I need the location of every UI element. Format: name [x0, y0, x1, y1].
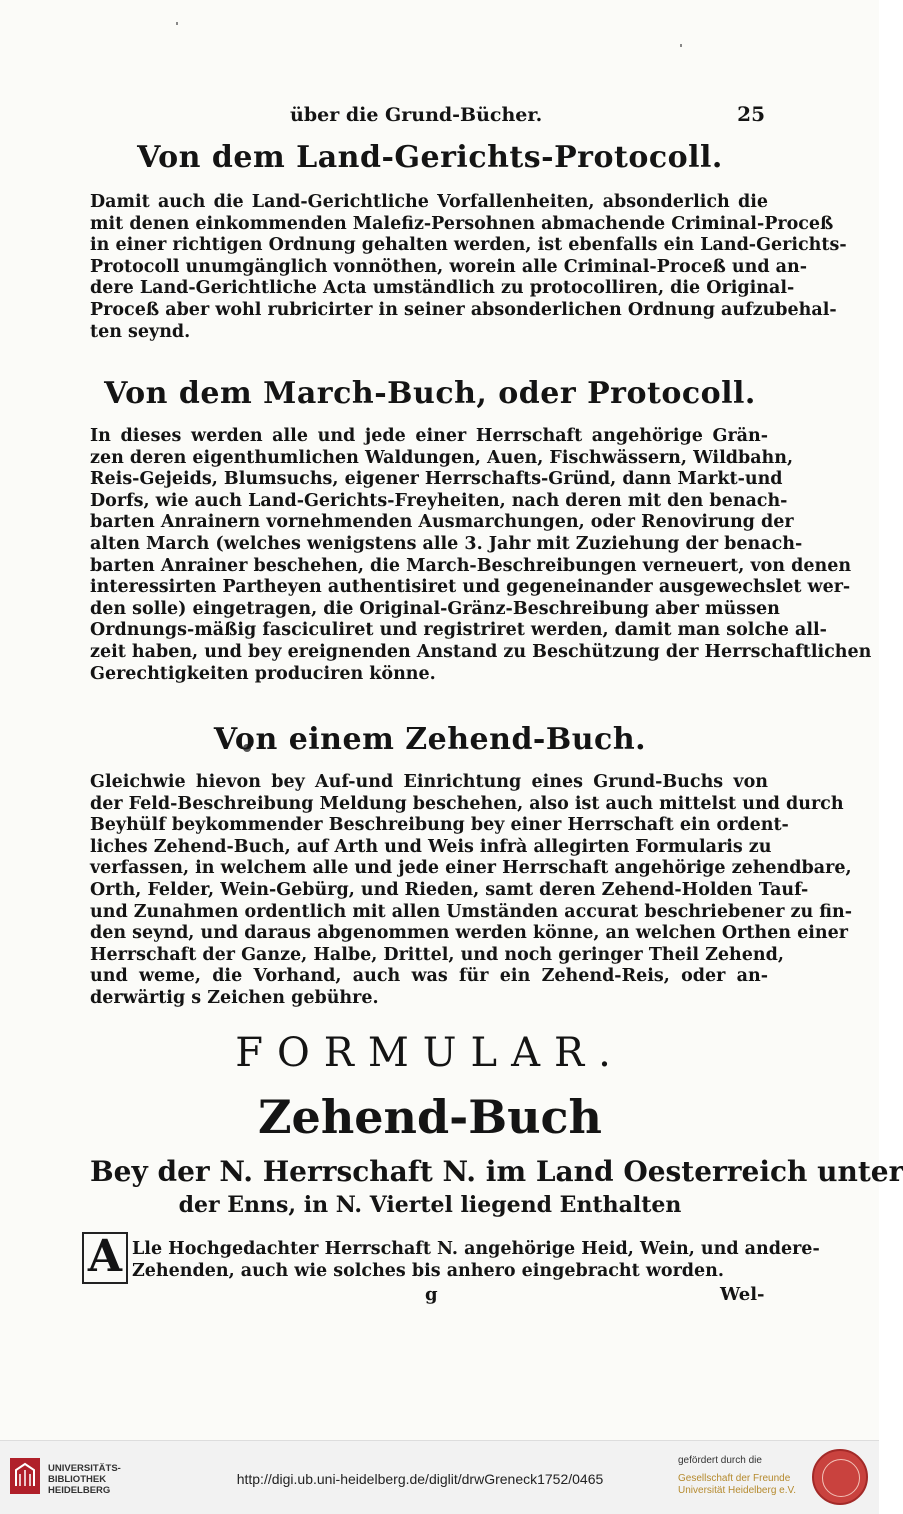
section-heading-land-gerichts: Von dem Land-Gerichts-Protocoll.: [137, 140, 723, 175]
text-line: ten seynd.: [90, 321, 191, 342]
text-line: Damit auch die Land-Gerichtliche Vorfallenheiten, absonderlich die: [90, 192, 768, 212]
text-line: verfassen, in welchem alle und jede einer Herrschaft angehörige zehendbare,: [90, 858, 852, 879]
library-name-line: BIBLIOTHEK: [48, 1474, 107, 1485]
text-line: den seynd, und daraus abgenommen werden könne, an welchen Orthen einer: [90, 923, 848, 944]
section-heading-zehend-buch: Von einem Zehend-Buch.: [213, 722, 647, 757]
text-line: und weme, die Vorhand, auch was für ein Zehend-Reis, oder an-: [90, 966, 768, 987]
formular-line-2: der Enns, in N. Viertel liegend Enthalten: [178, 1192, 682, 1218]
running-header: [290, 102, 765, 126]
text-line: Gerechtigkeiten produciren könne.: [90, 663, 436, 684]
paper-speck: [176, 22, 178, 25]
text-line: derwärtig s Zeichen gebühre.: [90, 987, 379, 1008]
signature-mark: g: [425, 1284, 438, 1305]
viewer-footer: [0, 1440, 879, 1514]
seal-inner-ring: [822, 1459, 860, 1497]
paragraph-land-gerichts: [90, 192, 847, 343]
text-line: zeit haben, und bey ereignenden Anstand zu Beschützung der Herrschaftlichen: [90, 641, 872, 662]
text-line: In dieses werden alle und jede einer Herrschaft angehörige Grän-: [90, 426, 768, 446]
paper-speck: [680, 44, 682, 47]
text-line: Herrschaft der Ganze, Halbe, Drittel, und noch geringer Theil Zehend,: [90, 944, 784, 965]
formular-body: [132, 1238, 820, 1282]
library-name: [48, 1463, 121, 1496]
text-line: Reis-Gejeids, Blumsuchs, eigener Herrschafts-Gründ, dann Markt-und: [90, 469, 783, 490]
text-line: Dorfs, wie auch Land-Gerichts-Freyheiten, nach deren mit den benach-: [90, 490, 788, 511]
paragraph-march-buch: [90, 426, 872, 685]
text-line: Orth, Felder, Wein-Gebürg, und Rieden, samt deren Zehend-Holden Tauf-: [90, 879, 809, 900]
text-line: Proceß aber wohl rubricirter in seiner absonderlichen Ordnung aufzubehal-: [90, 299, 837, 320]
text-line: Protocoll unumgänglich vonnöthen, worein alle Criminal-Proceß und an-: [90, 256, 808, 277]
sponsor-org-line: Gesellschaft der Freunde: [678, 1473, 791, 1484]
text-line: liches Zehend-Buch, auf Arth und Weis infrà allegirten Formularis zu: [90, 836, 772, 857]
text-line: den solle) eingetragen, die Original-Gränz-Beschreibung aber müssen: [90, 598, 780, 619]
section-heading-march-buch: Von dem March-Buch, oder Protocoll.: [104, 376, 756, 411]
page-number: 25: [737, 102, 765, 126]
text-line: barten Anrainer beschehen, die March-Beschreibungen verneuert, von denen: [90, 555, 852, 576]
formular-title: FORMULAR.: [235, 1030, 625, 1076]
text-line: Ordnungs-mäßig fasciculiret und registriret werden, damit man solche all-: [90, 620, 827, 641]
sponsor-org-line: Universität Heidelberg e.V.: [678, 1485, 797, 1496]
text-line: und Zunahmen ordentlich mit allen Umständen accurat beschriebener zu fin-: [90, 901, 852, 922]
text-line: mit denen einkommenden Malefiz-Persohnen abmachende Criminal-Proceß: [90, 213, 834, 234]
text-line: zen deren eigenthumlichen Waldungen, Auen, Fischwässern, Wildbahn,: [90, 447, 794, 468]
formular-subtitle: Zehend-Buch: [257, 1090, 603, 1144]
drop-cap-initial: A: [82, 1232, 128, 1284]
paragraph-zehend-buch: [90, 772, 852, 1010]
text-line: der Feld-Beschreibung Meldung beschehen, also ist auch mittelst und durch: [90, 793, 844, 814]
library-name-line: UNIVERSITÄTS-: [48, 1463, 121, 1474]
running-title: über die Grund-Bücher.: [290, 104, 543, 126]
permalink-url[interactable]: http://digi.ub.uni-heidelberg.de/diglit/drwGreneck1752/0465: [236, 1471, 604, 1487]
text-line: Zehenden, auch wie solches bis anhero eingebracht worden.: [132, 1261, 724, 1281]
sponsor-info: [678, 1455, 796, 1497]
text-line: Beyhülf beykommender Beschreibung bey einer Herrschaft ein ordent-: [90, 815, 789, 836]
text-line: in einer richtigen Ordnung gehalten werden, ist ebenfalls ein Land-Gerichts-: [90, 235, 847, 256]
text-line: dere Land-Gerichtliche Acta umständlich zu protocolliren, die Original-: [90, 278, 795, 299]
library-logo-icon: [10, 1458, 40, 1494]
catchword: Wel-: [720, 1284, 765, 1305]
formular-line-1: Bey der N. Herrschaft N. im Land Oesterreich unter: [90, 1155, 903, 1188]
library-name-line: HEIDELBERG: [48, 1485, 111, 1496]
text-line: alten March (welches wenigstens alle 3. Jahr mit Zuziehung der benach-: [90, 533, 803, 554]
text-line: Lle Hochgedachter Herrschaft N. angehörige Heid, Wein, und andere-: [132, 1239, 820, 1259]
text-line: interessirten Partheyen authentisiret und gegeneinander ausgewechslet wer-: [90, 577, 851, 598]
text-line: Gleichwie hievon bey Auf-und Einrichtung eines Grund-Buchs von: [90, 772, 768, 792]
university-seal-icon: [812, 1449, 868, 1505]
sponsor-label: gefördert durch die: [678, 1455, 762, 1466]
text-line: barten Anrainern vornehmenden Ausmarchungen, oder Renovirung der: [90, 512, 794, 533]
